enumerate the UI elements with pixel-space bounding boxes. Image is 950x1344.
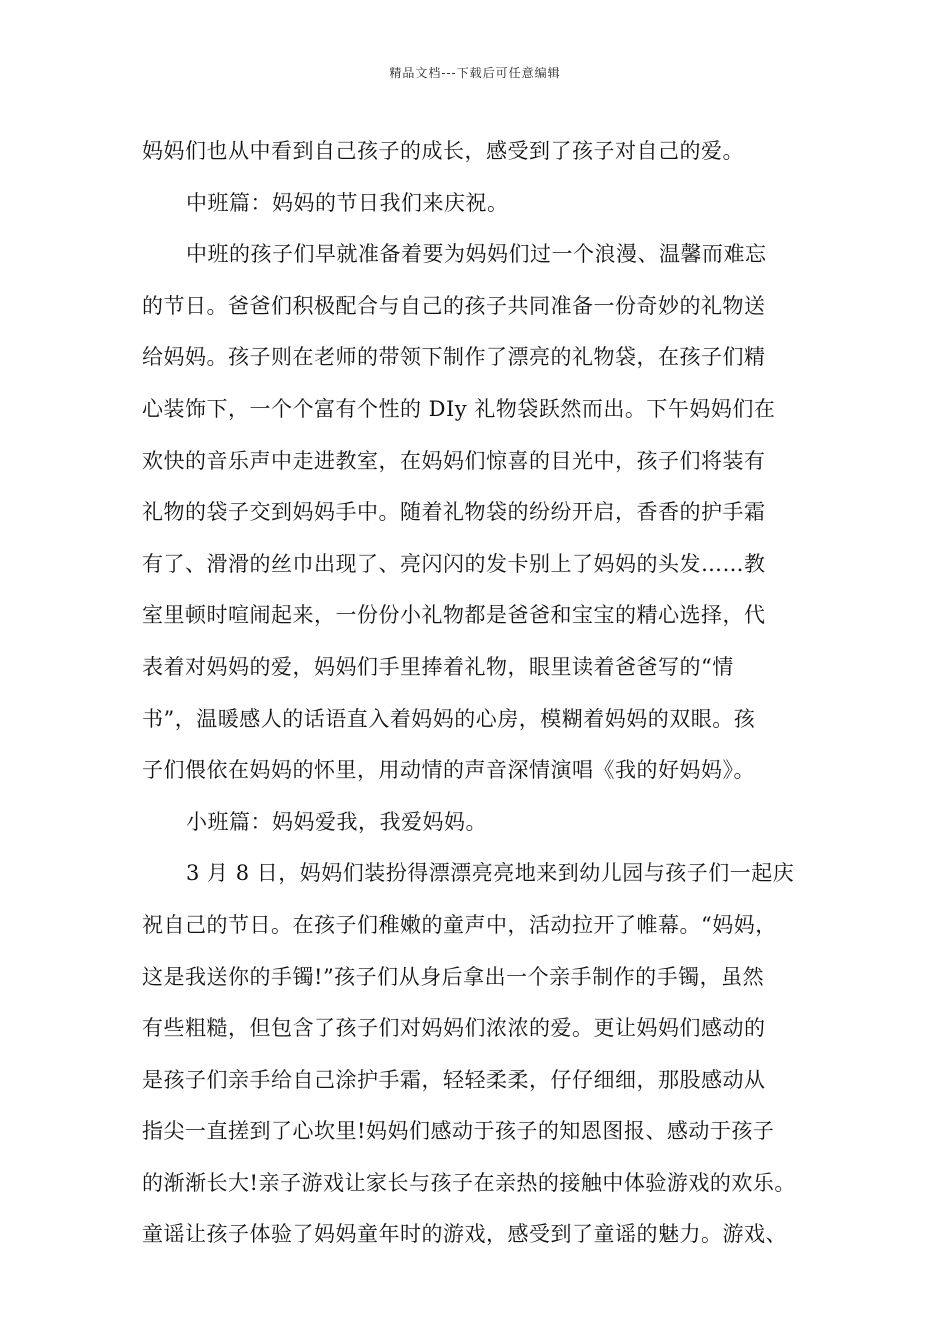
- body-line: 妈妈们也从中看到自己孩子的成长，感受到了孩子对自己的爱。: [142, 139, 744, 163]
- body-line: 指尖一直搓到了心坎里!妈妈们感动于孩子的知恩图报、感动于孩子: [142, 1119, 775, 1144]
- paragraph-start-line: 中班的孩子们早就准备着要为妈妈们过一个浪漫、温馨而难忘: [186, 242, 767, 267]
- body-line: 表着对妈妈的爱，妈妈们手里捧着礼物，眼里读着爸爸写的“情: [142, 654, 734, 679]
- body-line: 给妈妈。孩子则在老师的带领下制作了漂亮的礼物袋，在孩子们精: [142, 345, 766, 370]
- body-line: 祝自己的节日。在孩子们稚嫩的童声中，活动拉开了帷幕。“妈妈，: [142, 912, 777, 937]
- body-line: 是孩子们亲手给自己涂护手霜，轻轻柔柔，仔仔细细，那股感动从: [142, 1067, 766, 1092]
- body-line: 有了、滑滑的丝巾出现了、亮闪闪的发卡别上了妈妈的头发……教: [142, 551, 766, 576]
- body-line: 室里顿时喧闹起来，一份份小礼物都是爸爸和宝宝的精心选择，代: [142, 603, 766, 628]
- body-line: 礼物的袋子交到妈妈手中。随着礼物袋的纷纷开启，香香的护手霜: [142, 500, 766, 525]
- body-line: 心装饰下，一个个富有个性的 DIy 礼物袋跃然而出。下午妈妈们在: [142, 396, 776, 421]
- body-line: 有些粗糙，但包含了孩子们对妈妈们浓浓的爱。更让妈妈们感动的: [142, 1016, 766, 1041]
- body-line: 子们偎依在妈妈的怀里，用动情的声音深情演唱《我的好妈妈》。: [142, 758, 755, 783]
- page-header: 精品文档---下载后可任意编辑: [389, 66, 561, 80]
- body-line: 书”，温暖感人的话语直入着妈妈的心房，模糊着妈妈的双眼。孩: [142, 706, 756, 731]
- document-body: [142, 126, 832, 1261]
- section-heading-middle-class: 中班篇：妈妈的节日我们来庆祝。: [186, 190, 509, 215]
- body-line: 这是我送你的手镯!”孩子们从身后拿出一个亲手制作的手镯，虽然: [142, 964, 765, 989]
- body-line: 欢快的音乐声中走进教室，在妈妈们惊喜的目光中，孩子们将装有: [142, 448, 766, 473]
- body-line: 的渐渐长大!亲子游戏让家长与孩子在亲热的接触中体验游戏的欢乐。: [142, 1170, 796, 1195]
- paragraph-start-line: 3 月 8 日，妈妈们装扮得漂漂亮亮地来到幼儿园与孩子们一起庆: [186, 861, 795, 886]
- body-line: 童谣让孩子体验了妈妈童年时的游戏，感受到了童谣的魅力。游戏、: [142, 1222, 787, 1247]
- section-heading-junior-class: 小班篇：妈妈爱我，我爱妈妈。: [186, 809, 487, 834]
- body-line: 的节日。爸爸们积极配合与自己的孩子共同准备一份奇妙的礼物送: [142, 293, 766, 318]
